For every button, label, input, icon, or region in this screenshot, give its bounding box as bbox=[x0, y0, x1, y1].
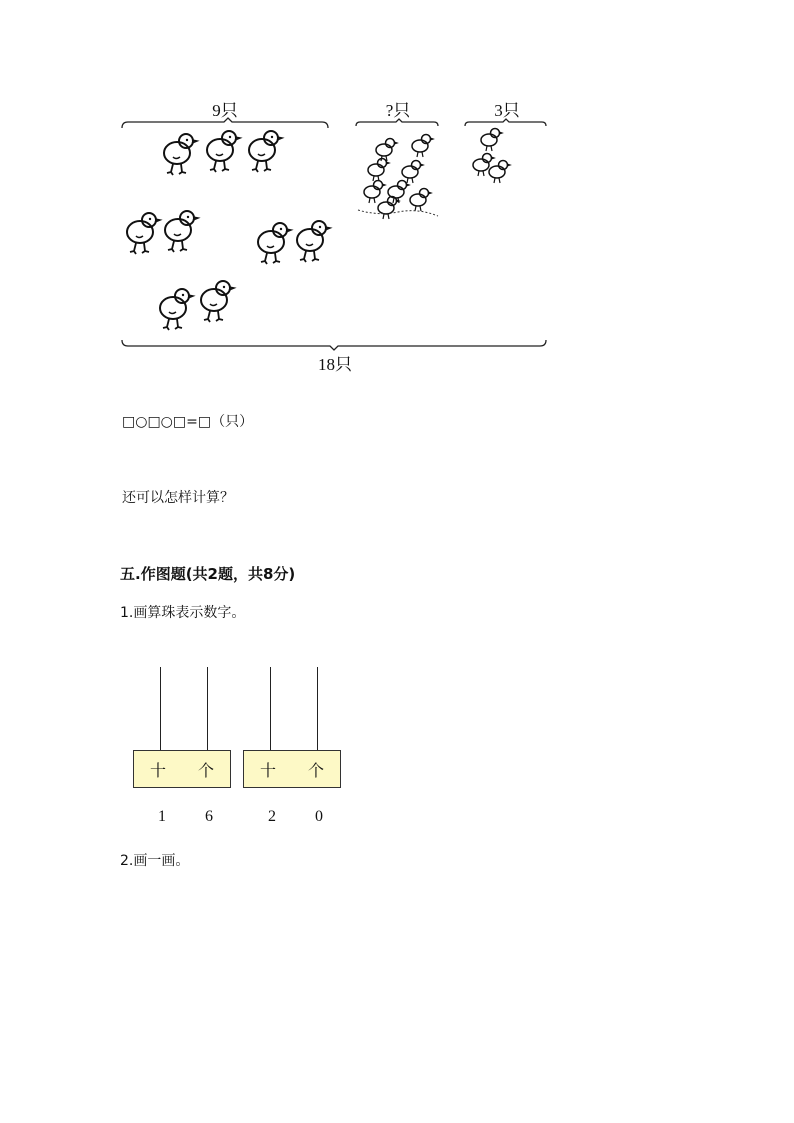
alternative-question: 还可以怎样计算？ bbox=[122, 490, 234, 506]
middle-group-label: ?只 bbox=[385, 101, 411, 120]
question-2-text: 2.画一画。 bbox=[120, 853, 190, 869]
abacus-2-ones-rod bbox=[317, 667, 318, 750]
abacus-2-base bbox=[243, 750, 341, 788]
left-chicks bbox=[127, 131, 330, 330]
middle-chicks bbox=[358, 135, 438, 220]
right-chicks bbox=[473, 129, 510, 184]
abacus-1-ones-rod bbox=[207, 667, 208, 750]
left-group-label: 9只 bbox=[212, 101, 238, 120]
top-brace-middle bbox=[356, 119, 438, 126]
top-brace-left bbox=[122, 118, 328, 128]
question-1-text: 1.画算珠表示数字。 bbox=[120, 605, 246, 621]
abacus-2-ones-label: 个 bbox=[307, 760, 324, 780]
abacus-1-ones-digit: 6 bbox=[205, 808, 213, 825]
top-brace-right bbox=[465, 119, 546, 126]
abacus-2-tens-rod bbox=[270, 667, 271, 750]
total-label: 18只 bbox=[318, 355, 352, 374]
section-title: 五.作图题(共2题，共8分) bbox=[120, 565, 296, 583]
abacus-2-tens-label: 十 bbox=[259, 760, 276, 780]
abacus-1-tens-digit: 1 bbox=[158, 808, 166, 825]
bottom-brace-total bbox=[122, 340, 546, 350]
right-group-label: 3只 bbox=[494, 101, 520, 120]
abacus-1-base bbox=[133, 750, 231, 788]
abacus-1-tens-label: 十 bbox=[149, 760, 166, 780]
equation-boxes: □○□○□=□（只） bbox=[122, 414, 254, 430]
abacus-2-tens-digit: 2 bbox=[268, 808, 276, 825]
abacus-1-ones-label: 个 bbox=[197, 760, 214, 780]
abacus-1-tens-rod bbox=[160, 667, 161, 750]
braces-and-chicks-drawing bbox=[0, 0, 794, 400]
abacus-2-ones-digit: 0 bbox=[315, 808, 323, 825]
